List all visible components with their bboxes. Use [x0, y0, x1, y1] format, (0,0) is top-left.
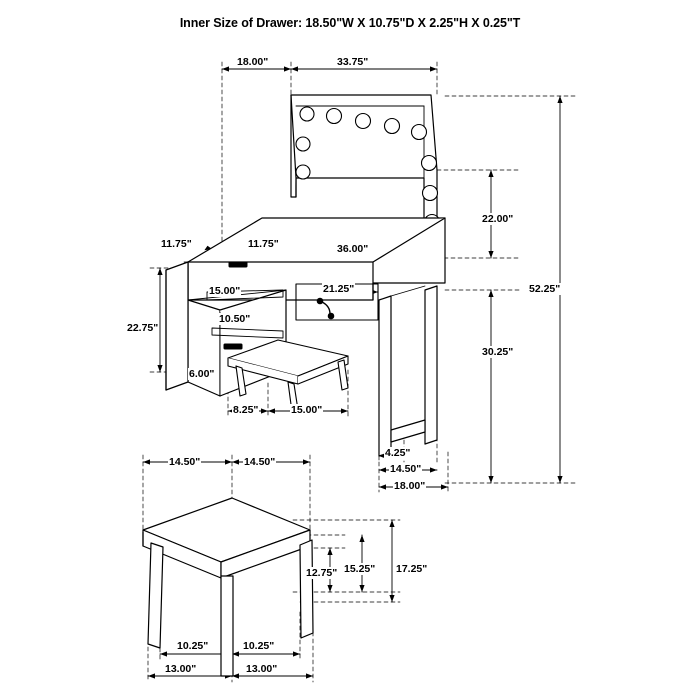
dim-stool-top-left: 14.50" [169, 456, 201, 468]
dim-base-width: 18.00" [394, 480, 426, 492]
dim-desk-depth: 11.75" [248, 238, 279, 250]
dim-total-height: 52.25" [529, 283, 561, 295]
dim-top-left-width: 18.00" [237, 56, 269, 68]
dim-desk-width: 36.00" [337, 243, 369, 255]
dim-shelf-spacing: 10.50" [219, 313, 251, 325]
dim-base-depth: 14.50" [390, 463, 422, 475]
dim-desk-height: 30.25" [482, 346, 514, 358]
dim-stool-seat-depth: 8.25" [233, 404, 259, 416]
dim-lower-shelf-height: 6.00" [189, 368, 215, 380]
dim-drawer-width: 21.25" [323, 283, 355, 295]
dim-stool-seat-height: 15.25" [344, 563, 376, 575]
dim-leg-offset: 4.25" [385, 447, 411, 459]
dim-stool-top-right: 14.50" [244, 456, 276, 468]
dim-stool-foot-left: 10.25" [177, 640, 209, 652]
dim-stool-foot-right: 10.25" [243, 640, 275, 652]
dim-stool-base-left: 13.00" [165, 663, 197, 675]
dim-top-right-width: 33.75" [337, 56, 369, 68]
dim-stool-seat-width: 15.00" [291, 404, 323, 416]
dim-mirror-height: 22.00" [482, 213, 514, 225]
dim-cabinet-depth-left: 11.75" [161, 238, 192, 250]
dim-stool-total-height: 17.25" [396, 563, 428, 575]
dim-stool-apron-height: 12.75" [306, 567, 338, 579]
dim-stool-base-right: 13.00" [246, 663, 278, 675]
dim-shelf-width: 15.00" [209, 285, 241, 297]
dim-cabinet-height: 22.75" [127, 322, 159, 334]
page-title: Inner Size of Drawer: 18.50"W X 10.75"D X 2.25"H X 0.25"T [179, 16, 521, 30]
